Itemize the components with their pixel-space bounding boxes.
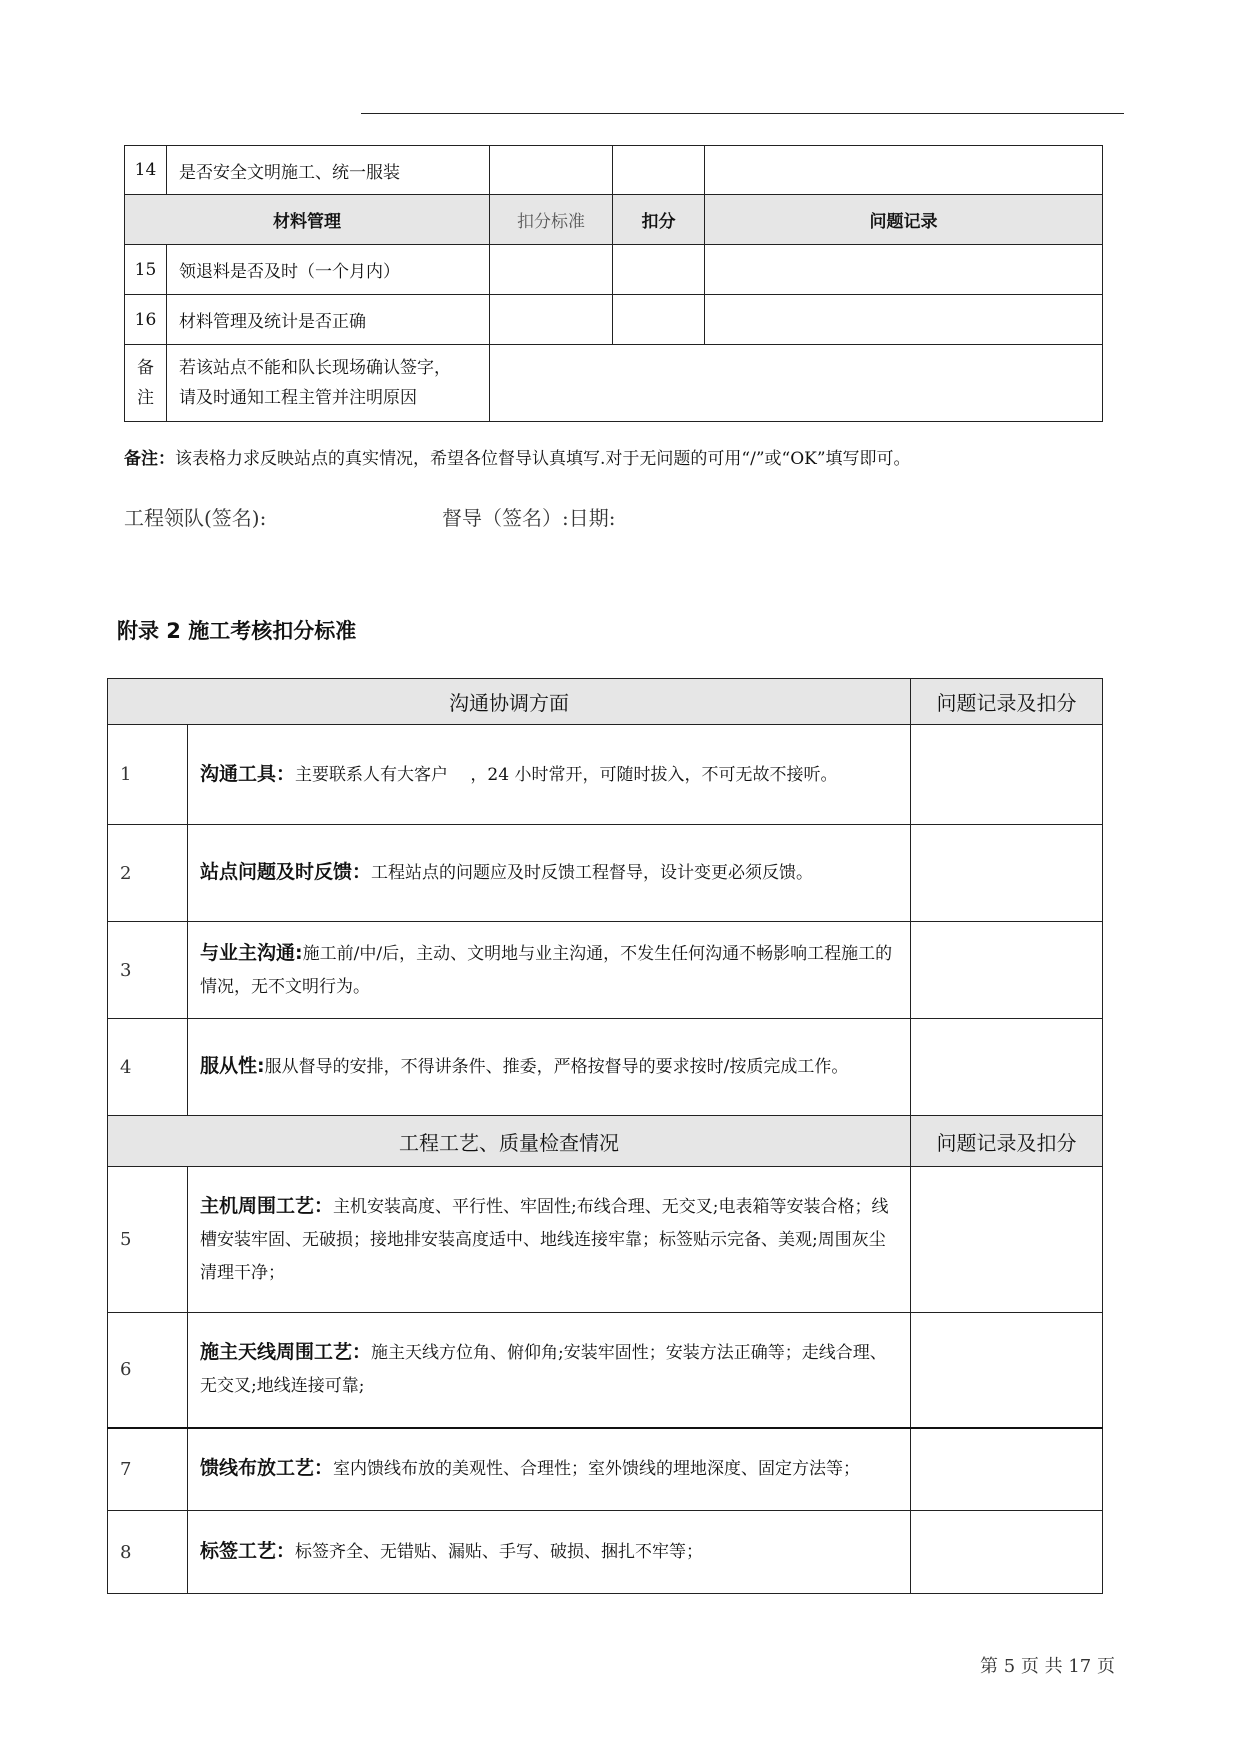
cell-standard xyxy=(490,295,613,345)
item-title: 站点问题及时反馈： xyxy=(200,861,372,883)
item-title: 服从性: xyxy=(200,1055,265,1077)
section-communication: 沟通协调方面 xyxy=(108,679,911,725)
table-row xyxy=(108,725,1103,825)
supervisor-signature: 督导（签名）:日期: xyxy=(442,506,616,530)
table-header-row xyxy=(108,679,1103,725)
cell-standard xyxy=(490,146,613,195)
cell-deduct xyxy=(613,245,705,295)
remark-label xyxy=(125,345,167,422)
cell-record xyxy=(911,1167,1103,1313)
table-row xyxy=(108,1019,1103,1116)
row-description xyxy=(188,1428,911,1511)
remark-label-line: 备 xyxy=(137,358,154,378)
table-row xyxy=(125,146,1103,195)
row-description xyxy=(188,1167,911,1313)
row-number: 15 xyxy=(125,245,167,295)
section-title: 附录 2 施工考核扣分标准 xyxy=(117,619,357,643)
cell-record xyxy=(911,725,1103,825)
remark-line: 若该站点不能和队长现场确认签字， xyxy=(179,358,451,378)
remark-row xyxy=(125,345,1103,422)
item-text: 主要联系人有大客户 ，24 小时常开，可随时拔入，不可无故不接听。 xyxy=(295,764,838,785)
table-row xyxy=(108,1313,1103,1428)
table-row xyxy=(125,245,1103,295)
item-title: 馈线布放工艺： xyxy=(200,1457,334,1480)
row-number: 6 xyxy=(108,1313,188,1428)
item-title: 沟通工具： xyxy=(200,762,296,785)
item-text: 施主天线方位角、俯仰角;安装牢固性；安装方法正确等；走线合理、无交叉;地线连接可靠; xyxy=(200,1343,887,1397)
item-text: 工程站点的问题应及时反馈工程督导，设计变更必须反馈。 xyxy=(371,863,814,883)
item-text: 标签齐全、无错贴、漏贴、手写、破损、捆扎不牢等； xyxy=(295,1542,704,1562)
cell-record xyxy=(911,1511,1103,1594)
row-text: 材料管理及统计是否正确 xyxy=(167,295,490,345)
item-text: 服从督导的安排，不得讲条件、推委，严格按督导的要求按时/按质完成工作。 xyxy=(264,1057,849,1077)
header-record-score: 问题记录及扣分 xyxy=(911,679,1103,725)
row-number: 4 xyxy=(108,1019,188,1116)
cell-record xyxy=(705,146,1103,195)
row-description xyxy=(188,922,911,1019)
row-description xyxy=(188,725,911,825)
row-number: 2 xyxy=(108,825,188,922)
row-number: 14 xyxy=(125,146,167,195)
item-title: 标签工艺： xyxy=(200,1540,296,1562)
cell-record xyxy=(911,1428,1103,1511)
row-text: 领退料是否及时（一个月内） xyxy=(167,245,490,295)
remark-text xyxy=(167,345,490,422)
leader-signature: 工程领队(签名): xyxy=(124,506,267,530)
cell-record xyxy=(911,825,1103,922)
cell-record xyxy=(911,1019,1103,1116)
cell-record xyxy=(911,922,1103,1019)
cell-record xyxy=(705,295,1103,345)
item-title: 与业主沟通: xyxy=(200,941,303,964)
header-material: 材料管理 xyxy=(125,195,490,245)
header-rule xyxy=(361,113,1124,114)
table-header-row xyxy=(108,1116,1103,1167)
item-title: 施主天线周围工艺： xyxy=(200,1341,372,1364)
cell-deduct xyxy=(613,295,705,345)
remark-empty xyxy=(490,345,1103,422)
cell-record xyxy=(705,245,1103,295)
note xyxy=(124,444,911,469)
remark-label-line: 注 xyxy=(137,388,154,408)
table-row xyxy=(108,825,1103,922)
item-title: 主机周围工艺： xyxy=(200,1194,334,1217)
row-number: 1 xyxy=(108,725,188,825)
site-check-table xyxy=(124,145,1103,422)
table-row xyxy=(108,1428,1103,1511)
row-number: 7 xyxy=(108,1428,188,1511)
row-number: 5 xyxy=(108,1167,188,1313)
header-record: 问题记录 xyxy=(705,195,1103,245)
item-text: 室内馈线布放的美观性、合理性；室外馈线的埋地深度、固定方法等； xyxy=(333,1459,861,1480)
remark-line: 请及时通知工程主管并注明原因 xyxy=(179,388,417,408)
section-quality: 工程工艺、质量检查情况 xyxy=(108,1116,911,1167)
table-row xyxy=(125,295,1103,345)
item-text: 主机安装高度、平行性、牢固性;布线合理、无交叉;电表箱等安装合格；线槽安装牢固、无破损；接地排安装高度适中、地线连接牢靠；标签贴示完备、美观;周围灰尘清理干净； xyxy=(200,1196,889,1283)
cell-record xyxy=(911,1313,1103,1428)
table-row xyxy=(108,922,1103,1019)
row-description xyxy=(188,1019,911,1116)
header-record-score: 问题记录及扣分 xyxy=(911,1116,1103,1167)
row-number: 8 xyxy=(108,1511,188,1594)
item-text: 施工前/中/后，主动、文明地与业主沟通，不发生任何沟通不畅影响工程施工的情况，无不文明行为。 xyxy=(200,943,893,997)
assessment-table xyxy=(107,678,1103,1594)
header-standard: 扣分标准 xyxy=(490,195,613,245)
note-label: 备注： xyxy=(124,449,175,469)
table-row xyxy=(108,1511,1103,1594)
note-text: 该表格力求反映站点的真实情况，希望各位督导认真填写.对于无问题的可用“/”或“OK”填写即可。 xyxy=(175,449,911,469)
row-number: 16 xyxy=(125,295,167,345)
cell-deduct xyxy=(613,146,705,195)
header-deduct: 扣分 xyxy=(613,195,705,245)
table-header-row xyxy=(125,195,1103,245)
row-description xyxy=(188,1313,911,1428)
row-description xyxy=(188,1511,911,1594)
row-number: 3 xyxy=(108,922,188,1019)
page-footer: 第 5 页 共 17 页 xyxy=(980,1656,1115,1677)
row-text: 是否安全文明施工、统一服装 xyxy=(167,146,490,195)
cell-standard xyxy=(490,245,613,295)
table-row xyxy=(108,1167,1103,1313)
row-description xyxy=(188,825,911,922)
